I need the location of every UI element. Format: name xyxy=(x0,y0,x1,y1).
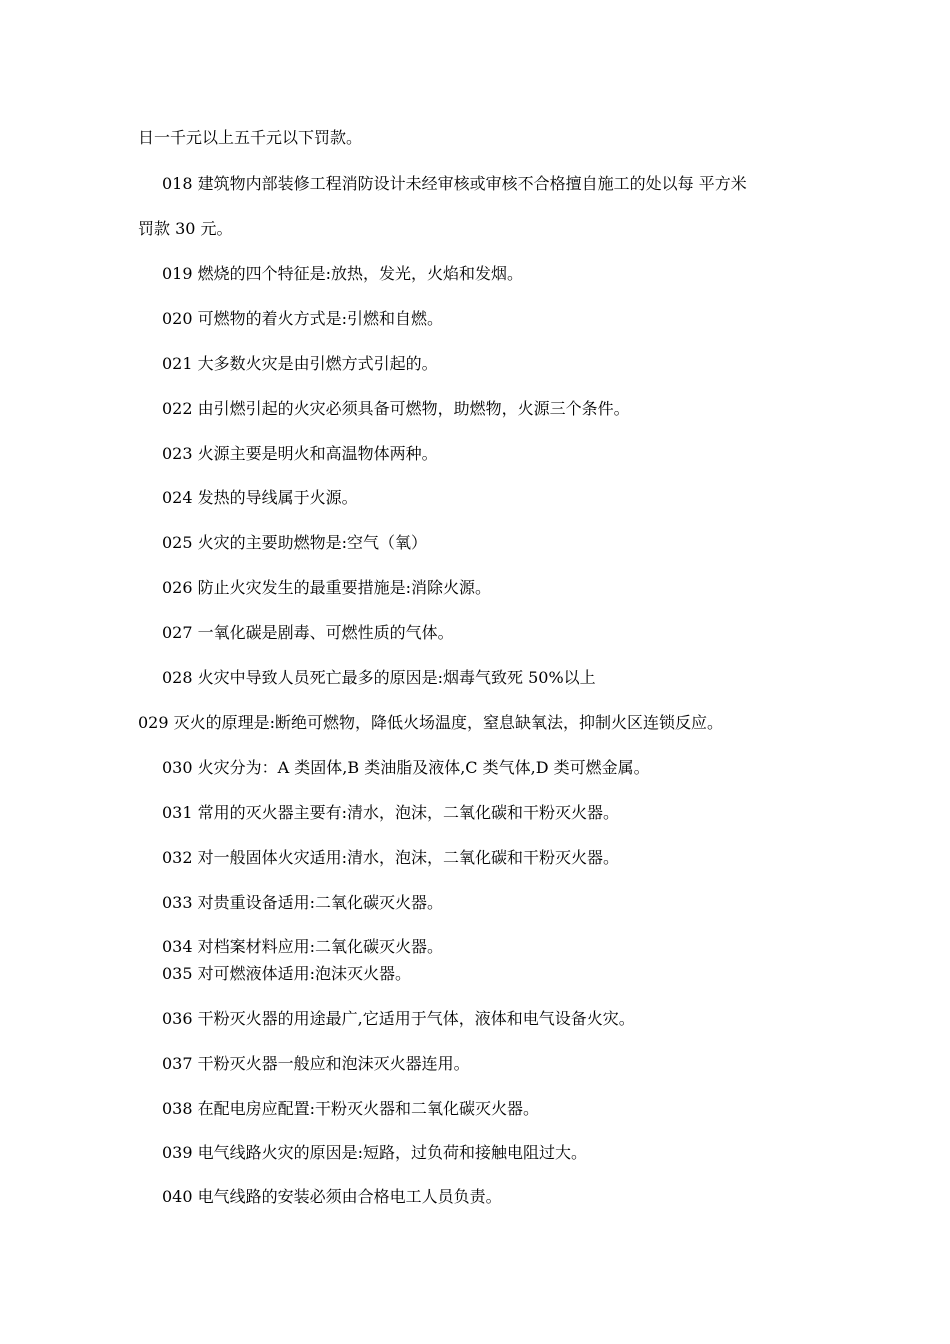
text-line: 026 防止火灾发生的最重要措施是:消除火源。 xyxy=(162,578,492,597)
text-line: 034 对档案材料应用:二氧化碳灭火器。 xyxy=(162,937,444,956)
text-line: 033 对贵重设备适用:二氧化碳灭火器。 xyxy=(162,893,444,912)
text-line: 030 火灾分为：A 类固体,B 类油脂及液体,C 类气体,D 类可燃金属。 xyxy=(162,758,650,777)
text-line: 018 建筑物内部装修工程消防设计未经审核或审核不合格擅自施工的处以每 平方米 xyxy=(162,174,747,193)
text-line: 028 火灾中导致人员死亡最多的原因是:烟毒气致死 50%以上 xyxy=(162,668,596,687)
text-line: 024 发热的导线属于火源。 xyxy=(162,488,358,507)
text-line: 023 火源主要是明火和高温物体两种。 xyxy=(162,444,438,463)
text-line: 038 在配电房应配置:干粉灭火器和二氧化碳灭火器。 xyxy=(162,1099,540,1118)
text-line: 019 燃烧的四个特征是:放热，发光，火焰和发烟。 xyxy=(162,264,524,283)
text-line: 040 电气线路的安装必须由合格电工人员负责。 xyxy=(162,1187,502,1206)
text-line: 029 灭火的原理是:断绝可燃物，降低火场温度，窒息缺氧法，抑制火区连锁反应。 xyxy=(138,713,724,732)
text-line: 036 干粉灭火器的用途最广,它适用于气体，液体和电气设备火灾。 xyxy=(162,1009,635,1028)
text-line: 035 对可燃液体适用:泡沫灭火器。 xyxy=(162,964,412,983)
text-line: 021 大多数火灾是由引燃方式引起的。 xyxy=(162,354,438,373)
text-line: 031 常用的灭火器主要有:清水，泡沫，二氧化碳和干粉灭火器。 xyxy=(162,803,620,822)
text-line: 027 一氧化碳是剧毒、可燃性质的气体。 xyxy=(162,623,454,642)
text-line: 037 干粉灭火器一般应和泡沫灭火器连用。 xyxy=(162,1054,470,1073)
text-line: 032 对一般固体火灾适用:清水，泡沫，二氧化碳和干粉灭火器。 xyxy=(162,848,620,867)
text-line: 罚款 30 元。 xyxy=(138,219,233,238)
text-line: 039 电气线路火灾的原因是:短路，过负荷和接触电阻过大。 xyxy=(162,1143,588,1162)
text-line: 025 火灾的主要助燃物是:空气（氧） xyxy=(162,533,428,552)
text-line: 020 可燃物的着火方式是:引燃和自燃。 xyxy=(162,309,444,328)
text-line: 日一千元以上五千元以下罚款。 xyxy=(138,128,363,147)
text-line: 022 由引燃引起的火灾必须具备可燃物，助燃物，火源三个条件。 xyxy=(162,399,630,418)
